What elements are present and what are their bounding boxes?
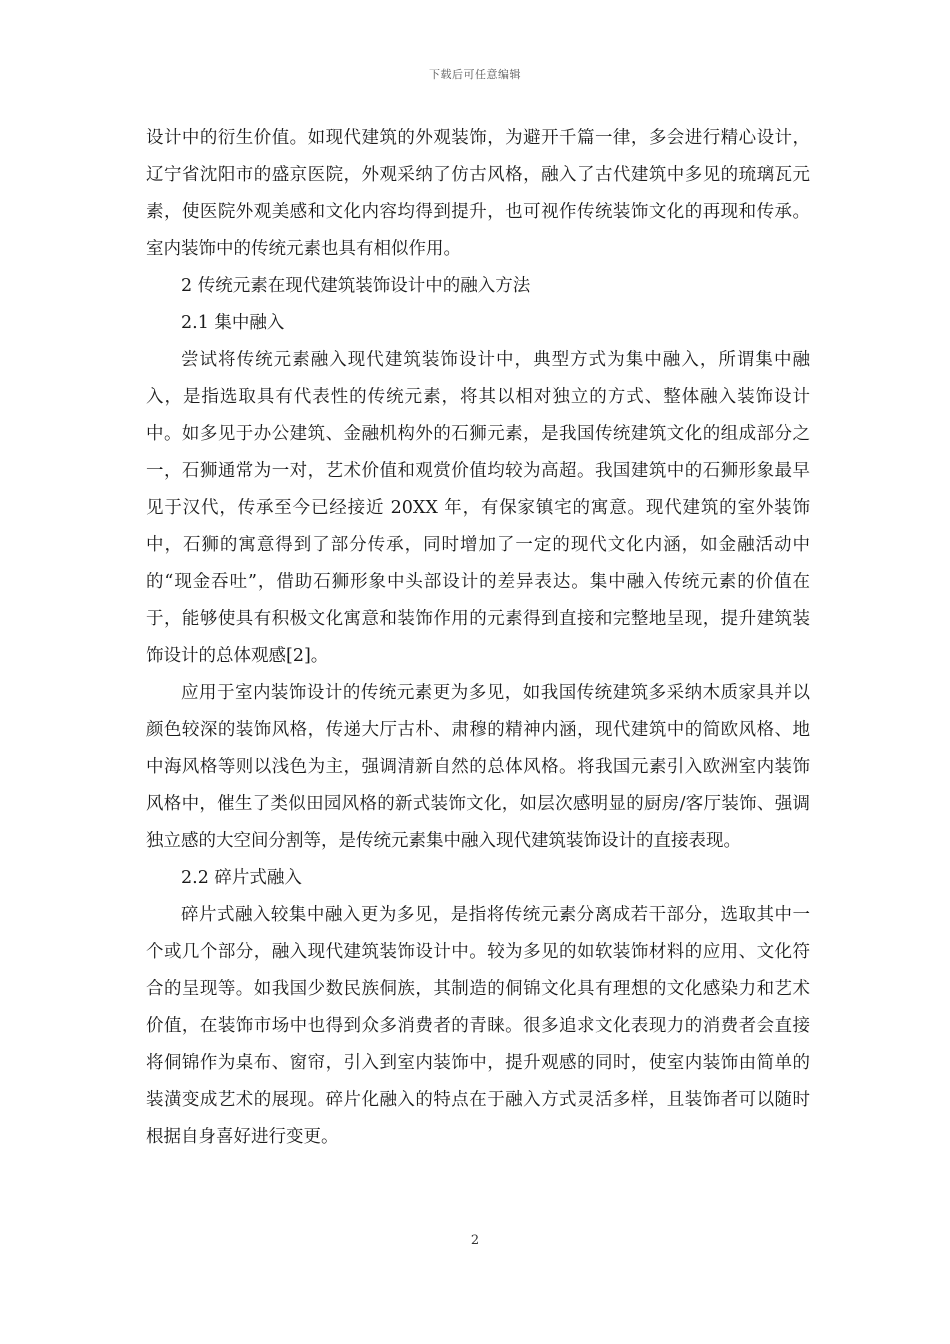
- paragraph-concentrated-integration: 尝试将传统元素融入现代建筑装饰设计中，典型方式为集中融入，所谓集中融入，是指选取具有代表性的传统元素，将其以相对独立的方式、整体融入装饰设计中。如多见于办公建筑、金融机构外的石狮元素，是我国传统建筑文化的组成部分之一，石狮通常为一对，艺术价值和观赏价值均较为高超。我国建筑中的石狮形象最早见于汉代，传承至今已经接近 20XX 年，有保家镇宅的寓意。现代建筑的室外装饰中，石狮的寓意得到了部分传承，同时增加了一定的现代文化内涵，如金融活动中的“现金吞吐”，借助石狮形象中头部设计的差异表达。集中融入传统元素的价值在于，能够使具有积极文化寓意和装饰作用的元素得到直接和完整地呈现，提升建筑装饰设计的总体观感[2]。: [146, 350, 810, 666]
- subsection-heading-2-2: 2.2 碎片式融入: [181, 868, 302, 888]
- page-number: 2: [470, 1233, 480, 1248]
- paragraph-continuation: 设计中的衍生价值。如现代建筑的外观装饰，为避开千篇一律，多会进行精心设计，辽宁省沈阳市的盛京医院，外观采纳了仿古风格，融入了古代建筑中多见的琉璃瓦元素，使医院外观美感和文化内容均得到提升，也可视作传统装饰文化的再现和传承。室内装饰中的传统元素也具有相似作用。: [146, 128, 810, 259]
- subsection-heading-2-1: 2.1 集中融入: [181, 313, 285, 333]
- paragraph-interior-application: 应用于室内装饰设计的传统元素更为多见，如我国传统建筑多采纳木质家具并以颜色较深的装饰风格，传递大厅古朴、肃穆的精神内涵，现代建筑中的简欧风格、地中海风格等则以浅色为主，强调清新自然的总体风格。将我国元素引入欧洲室内装饰风格中，催生了类似田园风格的新式装饰文化，如层次感明显的厨房/客厅装饰、强调独立感的大空间分割等，是传统元素集中融入现代建筑装饰设计的直接表现。: [146, 683, 810, 851]
- header-note: 下载后可任意编辑: [429, 68, 521, 81]
- body-text: [146, 120, 810, 1156]
- section-heading-2: 2 传统元素在现代建筑装饰设计中的融入方法: [181, 276, 531, 296]
- paragraph-fragmented-integration: 碎片式融入较集中融入更为多见，是指将传统元素分离成若干部分，选取其中一个或几个部分，融入现代建筑装饰设计中。较为多见的如软装饰材料的应用、文化符合的呈现等。如我国少数民族侗族，其制造的侗锦文化具有理想的文化感染力和艺术价值，在装饰市场中也得到众多消费者的青睐。很多追求文化表现力的消费者会直接将侗锦作为桌布、窗帘，引入到室内装饰中，提升观感的同时，使室内装饰由简单的装潢变成艺术的展现。碎片化融入的特点在于融入方式灵活多样，且装饰者可以随时根据自身喜好进行变更。: [146, 905, 810, 1147]
